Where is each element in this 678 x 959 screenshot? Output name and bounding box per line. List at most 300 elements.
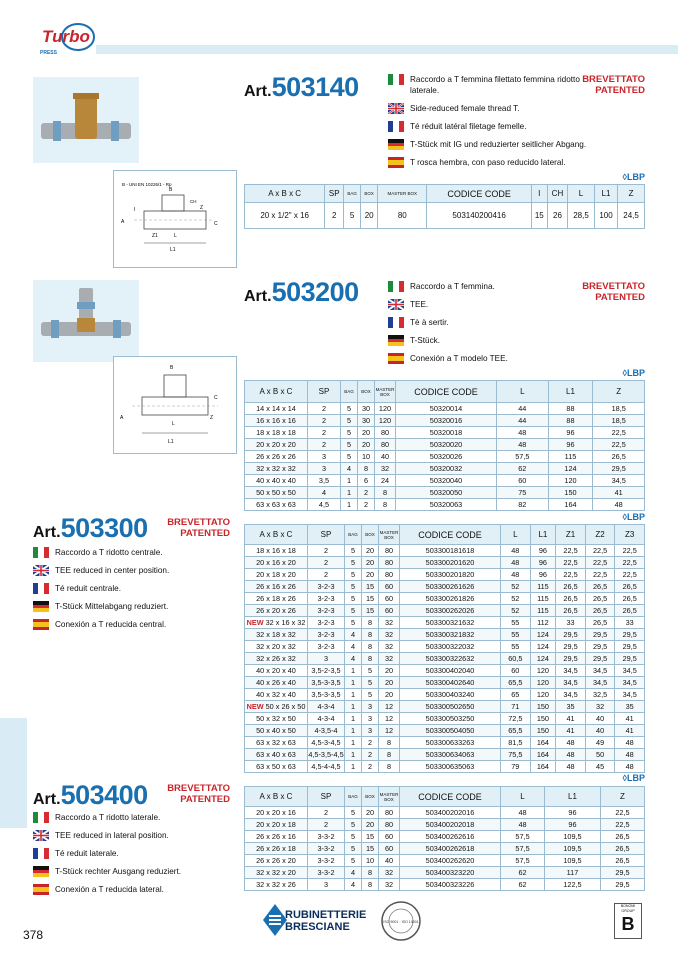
table-cell: 96 [548,427,593,439]
table-cell: 4 [345,653,362,665]
table-cell: 80 [379,807,400,819]
table-cell: 32 [379,879,400,891]
table-cell: 29,5 [585,641,615,653]
table-cell: 2 [308,569,345,581]
drawing-label: B - UNI EN 10226/1 - Rp [122,182,172,187]
table-cell: 120 [375,403,396,415]
table-cell: 3 [362,725,379,737]
col-l: L [497,381,549,403]
table-cell: 1 [345,665,362,677]
table-cell: 29,5 [556,629,586,641]
table-cell: 26,5 [615,605,645,617]
table-cell: 32 [379,867,400,879]
col-sp: SP [325,185,344,203]
page-number: 378 [23,928,44,942]
table-cell: 4 [308,487,341,499]
table-cell: 26,5 [556,593,586,605]
col-axbxc: A x B x C [245,381,308,403]
table-cell: 88 [548,415,593,427]
table-cell: 32 x 20 x 32 [245,641,308,653]
table-cell: 18,5 [593,403,645,415]
table-cell: 80 [379,545,400,557]
table-cell: 22,5 [615,545,645,557]
table-cell: 3-2-3 [308,593,345,605]
patent-label-503200: BREVETTATO PATENTED [582,281,645,303]
table-cell: 48 [615,761,645,773]
col-box: BOX [361,185,378,203]
table-cell: 3-3-2 [308,831,345,843]
table-cell: 503300504050 [400,725,501,737]
italy-flag-icon [388,281,404,292]
table-cell: 8 [379,749,400,761]
desc-it: Raccordo a T femmina. [388,281,588,292]
table-cell: 20 [379,665,400,677]
table-cell: 5 [345,843,362,855]
table-cell: 60 [379,593,400,605]
table-row [245,879,645,891]
table-cell: 4 [345,629,362,641]
table-cell: 96 [530,569,556,581]
table-cell: 96 [545,807,601,819]
table-cell: 3 [308,653,345,665]
dim-l1: L1 [170,247,176,253]
table-cell: 14 x 14 x 14 [245,403,308,415]
table-cell: 503400262618 [400,843,501,855]
table-cell: 503300633263 [400,737,501,749]
table-cell: 3 [362,713,379,725]
table-cell: 65,5 [501,677,531,689]
desc-fr: Té reduit laterale. [33,848,233,859]
table-cell: 32 x 26 x 32 [245,653,308,665]
table-cell: 40 x 40 x 40 [245,475,308,487]
table-cell: 5 [341,415,358,427]
col-code: CODICE CODE [396,381,497,403]
table-cell: 4-3,5-4 [308,725,345,737]
article-title-503140 [244,72,359,103]
table-cell: 16 x 16 x 16 [245,415,308,427]
table-cell: 20 x 20 x 20 [245,439,308,451]
table-cell: 29,5 [600,867,644,879]
table-cell: 5 [341,439,358,451]
table-cell: 503300635063 [400,761,501,773]
col-z: Z [618,185,645,203]
table-cell: 20 x 20 x 18 [245,819,308,831]
table-cell: 22,5 [593,439,645,451]
desc-de: T-Stück Mittelabgang reduziert. [33,601,233,612]
desc-it: Raccordo a T ridotto laterale. [33,812,233,823]
table-row [245,677,645,689]
table-cell: 22,5 [585,557,615,569]
col-master-box: MASTER BOX [378,185,427,203]
table-cell: 40 [585,725,615,737]
table-cell: 50320026 [396,451,497,463]
table-row [245,689,645,701]
table-cell: 26 x 26 x 18 [245,843,308,855]
col-sp: SP [308,381,341,403]
lbp-badge-503300: ◊LBP [622,512,645,522]
table-row [245,713,645,725]
brand-line-1: RUBINETTERIE [285,909,367,921]
table-cell: 32 x 32 x 20 [245,867,308,879]
col-l: L [501,525,531,545]
table-cell: 20 [362,819,379,831]
table-cell: 50320032 [396,463,497,475]
table-cell: 50 x 50 x 50 [245,487,308,499]
table-cell: 8 [358,463,375,475]
col-sp: SP [308,525,345,545]
spec-table-503300 [244,524,645,773]
table-cell: 72,5 [501,713,531,725]
table-cell: 48 [556,749,586,761]
table-cell: 4 [341,463,358,475]
table-cell: 80 [379,557,400,569]
table-cell: 164 [530,737,556,749]
desc-en: TEE reduced in lateral position. [33,830,233,841]
table-cell: 30 [358,415,375,427]
spain-flag-icon [388,353,404,364]
table-cell: 20 [362,569,379,581]
table-cell: 60 [497,475,549,487]
table-cell: 32,5 [585,689,615,701]
technical-drawing-503200 [113,356,237,454]
table-cell: 4-3-4 [308,713,345,725]
table-cell: 2 [358,487,375,499]
table-cell: 22,5 [600,807,644,819]
table-cell: 3-2-3 [308,605,345,617]
germany-flag-icon [388,335,404,346]
table-cell: 52 [501,581,531,593]
table-cell: 5 [345,557,362,569]
col-l1: L1 [548,381,593,403]
article-title-503200: Art.503200 [244,277,359,307]
uk-flag-icon [388,299,404,310]
table-cell: 1 [341,487,358,499]
table-cell: 8 [362,617,379,629]
table-cell: 15 [362,581,379,593]
table-cell: 22,5 [556,557,586,569]
table-row [245,605,645,617]
table-cell: 41 [556,713,586,725]
table-cell: 26,5 [615,581,645,593]
table-cell: 164 [530,749,556,761]
technical-drawing-503140 [113,170,237,268]
table-cell: 62 [501,867,545,879]
brand-logo [40,22,98,56]
cert-seal-text: ISO 9001 · ISO 14001 [383,920,419,924]
table-cell: 503300262026 [400,605,501,617]
table-cell: 45 [585,761,615,773]
col-z3: Z3 [615,525,645,545]
table-cell: 26 x 20 x 26 [245,605,308,617]
table-cell: 115 [548,451,593,463]
descriptions-503300 [33,547,233,637]
table-row [245,749,645,761]
table-cell: 26,5 [556,605,586,617]
table-row [245,831,645,843]
table-row [245,487,645,499]
col-z2: Z2 [585,525,615,545]
dim-z1: Z1 [152,233,158,239]
table-cell: 60 [379,843,400,855]
desc-en: Side-reduced female thread T. [388,103,588,114]
table-cell: 26 x 16 x 26 [245,581,308,593]
table-cell: 503300402640 [400,677,501,689]
table-cell: 34,5 [585,665,615,677]
table-cell: 503300322632 [400,653,501,665]
table-cell: 3 [308,451,341,463]
table-cell: 29,5 [615,641,645,653]
table-cell: 34,5 [556,677,586,689]
table-cell: 5 [345,593,362,605]
table-cell: 80 [375,427,396,439]
table-cell: 55 [501,617,531,629]
table-cell: 26 x 18 x 26 [245,593,308,605]
table-cell: 3,5-2-3,5 [308,665,345,677]
table-cell: 3-2-3 [308,581,345,593]
spain-flag-icon [33,619,49,630]
table-cell: 5 [345,569,362,581]
table-cell: 32 [379,629,400,641]
table-cell: 117 [545,867,601,879]
table-cell: 26,5 [593,451,645,463]
table-cell: 503400202018 [400,819,501,831]
table-cell: 22,5 [585,545,615,557]
table-cell: 18 x 16 x 18 [245,545,308,557]
france-flag-icon [388,317,404,328]
france-flag-icon [33,583,49,594]
col-l1: L1 [594,185,617,203]
table-cell: 3-3-2 [308,867,345,879]
table-cell: 503400323220 [400,867,501,879]
table-cell: 503300201620 [400,557,501,569]
table-row [245,843,645,855]
table-cell: 3-2-3 [308,629,345,641]
table-cell: 96 [548,439,593,451]
table-row [245,451,645,463]
table-cell: 20 x 18 x 20 [245,569,308,581]
descriptions-503140 [388,74,588,175]
desc-de: T-Stück. [388,335,588,346]
table-cell: 41 [556,725,586,737]
table-cell: 503400202016 [400,807,501,819]
col-l1: L1 [530,525,556,545]
table-cell: 503300402040 [400,665,501,677]
table-cell: 2 [308,807,345,819]
table-cell: 48 [501,807,545,819]
table-cell: 48 [497,439,549,451]
table-cell: 124 [548,463,593,475]
dim-b: B [170,365,174,371]
table-cell: 20 [358,427,375,439]
table-row [245,593,645,605]
table-cell: 24 [375,475,396,487]
germany-flag-icon [33,866,49,877]
table-row [245,761,645,773]
table-cell: 32 x 18 x 32 [245,629,308,641]
table-cell: 29,5 [600,879,644,891]
table-cell: 29,5 [615,653,645,665]
table-row [245,653,645,665]
table-cell: 1 [341,499,358,511]
bonomi-group-logo: BONOMI GROUP B [614,903,642,939]
desc-de: T-Stück mit IG und reduzierter seitlicher Abgang. [388,139,588,150]
col-bag: BAG [344,185,361,203]
table-cell: 1 [341,475,358,487]
table-cell: 57,5 [501,831,545,843]
table-cell: 2 [308,427,341,439]
table-cell: 8 [362,867,379,879]
spec-table-503200 [244,380,645,511]
table-cell: 5 [345,545,362,557]
col-master-box: MASTER BOX [379,787,400,807]
table-cell: 20 [362,545,379,557]
table-cell: 26,5 [600,843,644,855]
table-cell: 2 [362,749,379,761]
table-cell: 20 x 16 x 20 [245,557,308,569]
table-cell: 60 [379,581,400,593]
product-photo-503140 [33,77,139,163]
table-cell: 50320020 [396,439,497,451]
table-row [245,463,645,475]
table-cell: 57,5 [501,843,545,855]
table-cell: 503300181618 [400,545,501,557]
table-cell: 26,5 [556,581,586,593]
table-cell: 22,5 [600,819,644,831]
table-cell: 3,5-3-3,5 [308,689,345,701]
table-cell: 96 [530,545,556,557]
table-cell: 12 [379,713,400,725]
table-cell: 8 [362,879,379,891]
side-tab [0,718,27,828]
table-cell: 8 [379,761,400,773]
table-cell: 3,5 [308,475,341,487]
table-cell: 2 [308,439,341,451]
logo-text: Turbo [42,27,90,46]
table-cell: 75 [497,487,549,499]
dim-i: I [134,207,136,213]
table-cell: 35 [615,701,645,713]
table-cell: 55 [501,641,531,653]
table-cell: 120 [548,475,593,487]
table-cell: 60,5 [501,653,531,665]
table-cell: 34,5 [615,665,645,677]
col-box: BOX [362,787,379,807]
france-flag-icon [33,848,49,859]
table-cell: 50320050 [396,487,497,499]
table-cell: 22,5 [615,557,645,569]
italy-flag-icon [388,74,404,85]
table-cell: 3-2-3 [308,617,345,629]
col-code: CODICE CODE [400,787,501,807]
table-cell: 15 [362,593,379,605]
table-cell: 2 [308,545,345,557]
table-cell: 120 [530,689,556,701]
spec-table-503140 [244,184,645,229]
table-row [245,415,645,427]
table-cell: 80 [379,819,400,831]
table-row [245,807,645,819]
table-cell: 96 [545,819,601,831]
table-cell: 29,5 [556,653,586,665]
table-cell: 50 [585,749,615,761]
table-cell: 41 [593,487,645,499]
table-row [245,557,645,569]
table-cell: 8 [375,499,396,511]
table-cell: 3-3-2 [308,855,345,867]
table-cell: 22,5 [556,545,586,557]
table-cell: 4,5-3-4,5 [308,737,345,749]
table-row [245,545,645,557]
dim-l1: L1 [168,439,174,445]
desc-fr: Té reduit centrale. [33,583,233,594]
patent-label-503400: BREVETTATO PATENTED [167,783,230,805]
table-cell: 5 [362,665,379,677]
table-cell: 32 x 32 x 32 [245,463,308,475]
table-row [245,427,645,439]
article-title-503300: Art.503300 [33,513,148,543]
col-axbxc: A x B x C [245,787,308,807]
table-cell: 33 [556,617,586,629]
table-cell: 88 [548,403,593,415]
table-cell: 503300322032 [400,641,501,653]
table-cell: 29,5 [615,629,645,641]
table-cell: 52 [501,593,531,605]
table-cell: 503300634063 [400,749,501,761]
table-cell: 20 [362,807,379,819]
col-code: CODICE CODE [400,525,501,545]
table-cell: 35 [556,701,586,713]
table-cell: 20 [379,677,400,689]
table-cell: 26,5 [585,605,615,617]
table-cell: 50 x 40 x 50 [245,725,308,737]
table-cell: 41 [615,725,645,737]
table-cell: 50320040 [396,475,497,487]
table-cell: 34,5 [593,475,645,487]
table-cell: 48 [556,737,586,749]
col-l1: L1 [545,787,601,807]
table-cell: 115 [530,581,556,593]
table-cell: 1 [345,761,362,773]
table-cell: 50320018 [396,427,497,439]
table-cell: 81,5 [501,737,531,749]
dim-a: A [121,219,125,225]
table-cell: 32 [375,463,396,475]
table-cell: 4,5-4-4,5 [308,761,345,773]
table-row [245,499,645,511]
col-box: BOX [358,381,375,403]
col-bag: BAG [345,787,362,807]
table-cell: 3-3-2 [308,843,345,855]
table-cell: 109,5 [545,855,601,867]
col-bag: BAG [345,525,362,545]
table-cell: 2 [308,403,341,415]
table-row [245,665,645,677]
table-row [245,867,645,879]
table-cell: 40 x 20 x 40 [245,665,308,677]
table-cell: 8 [362,641,379,653]
table-cell: 1 [345,689,362,701]
table-cell: 29,5 [593,463,645,475]
table-cell: 60 [379,605,400,617]
table-cell: 60 [501,665,531,677]
table-cell: 63 x 50 x 63 [245,761,308,773]
table-cell: 62 [497,463,549,475]
table-cell: 5 [345,617,362,629]
desc-es: Conexión a T reducida central. [33,619,233,630]
table-cell: 63 x 32 x 63 [245,737,308,749]
product-photo-503200 [33,280,139,362]
table-row [245,581,645,593]
